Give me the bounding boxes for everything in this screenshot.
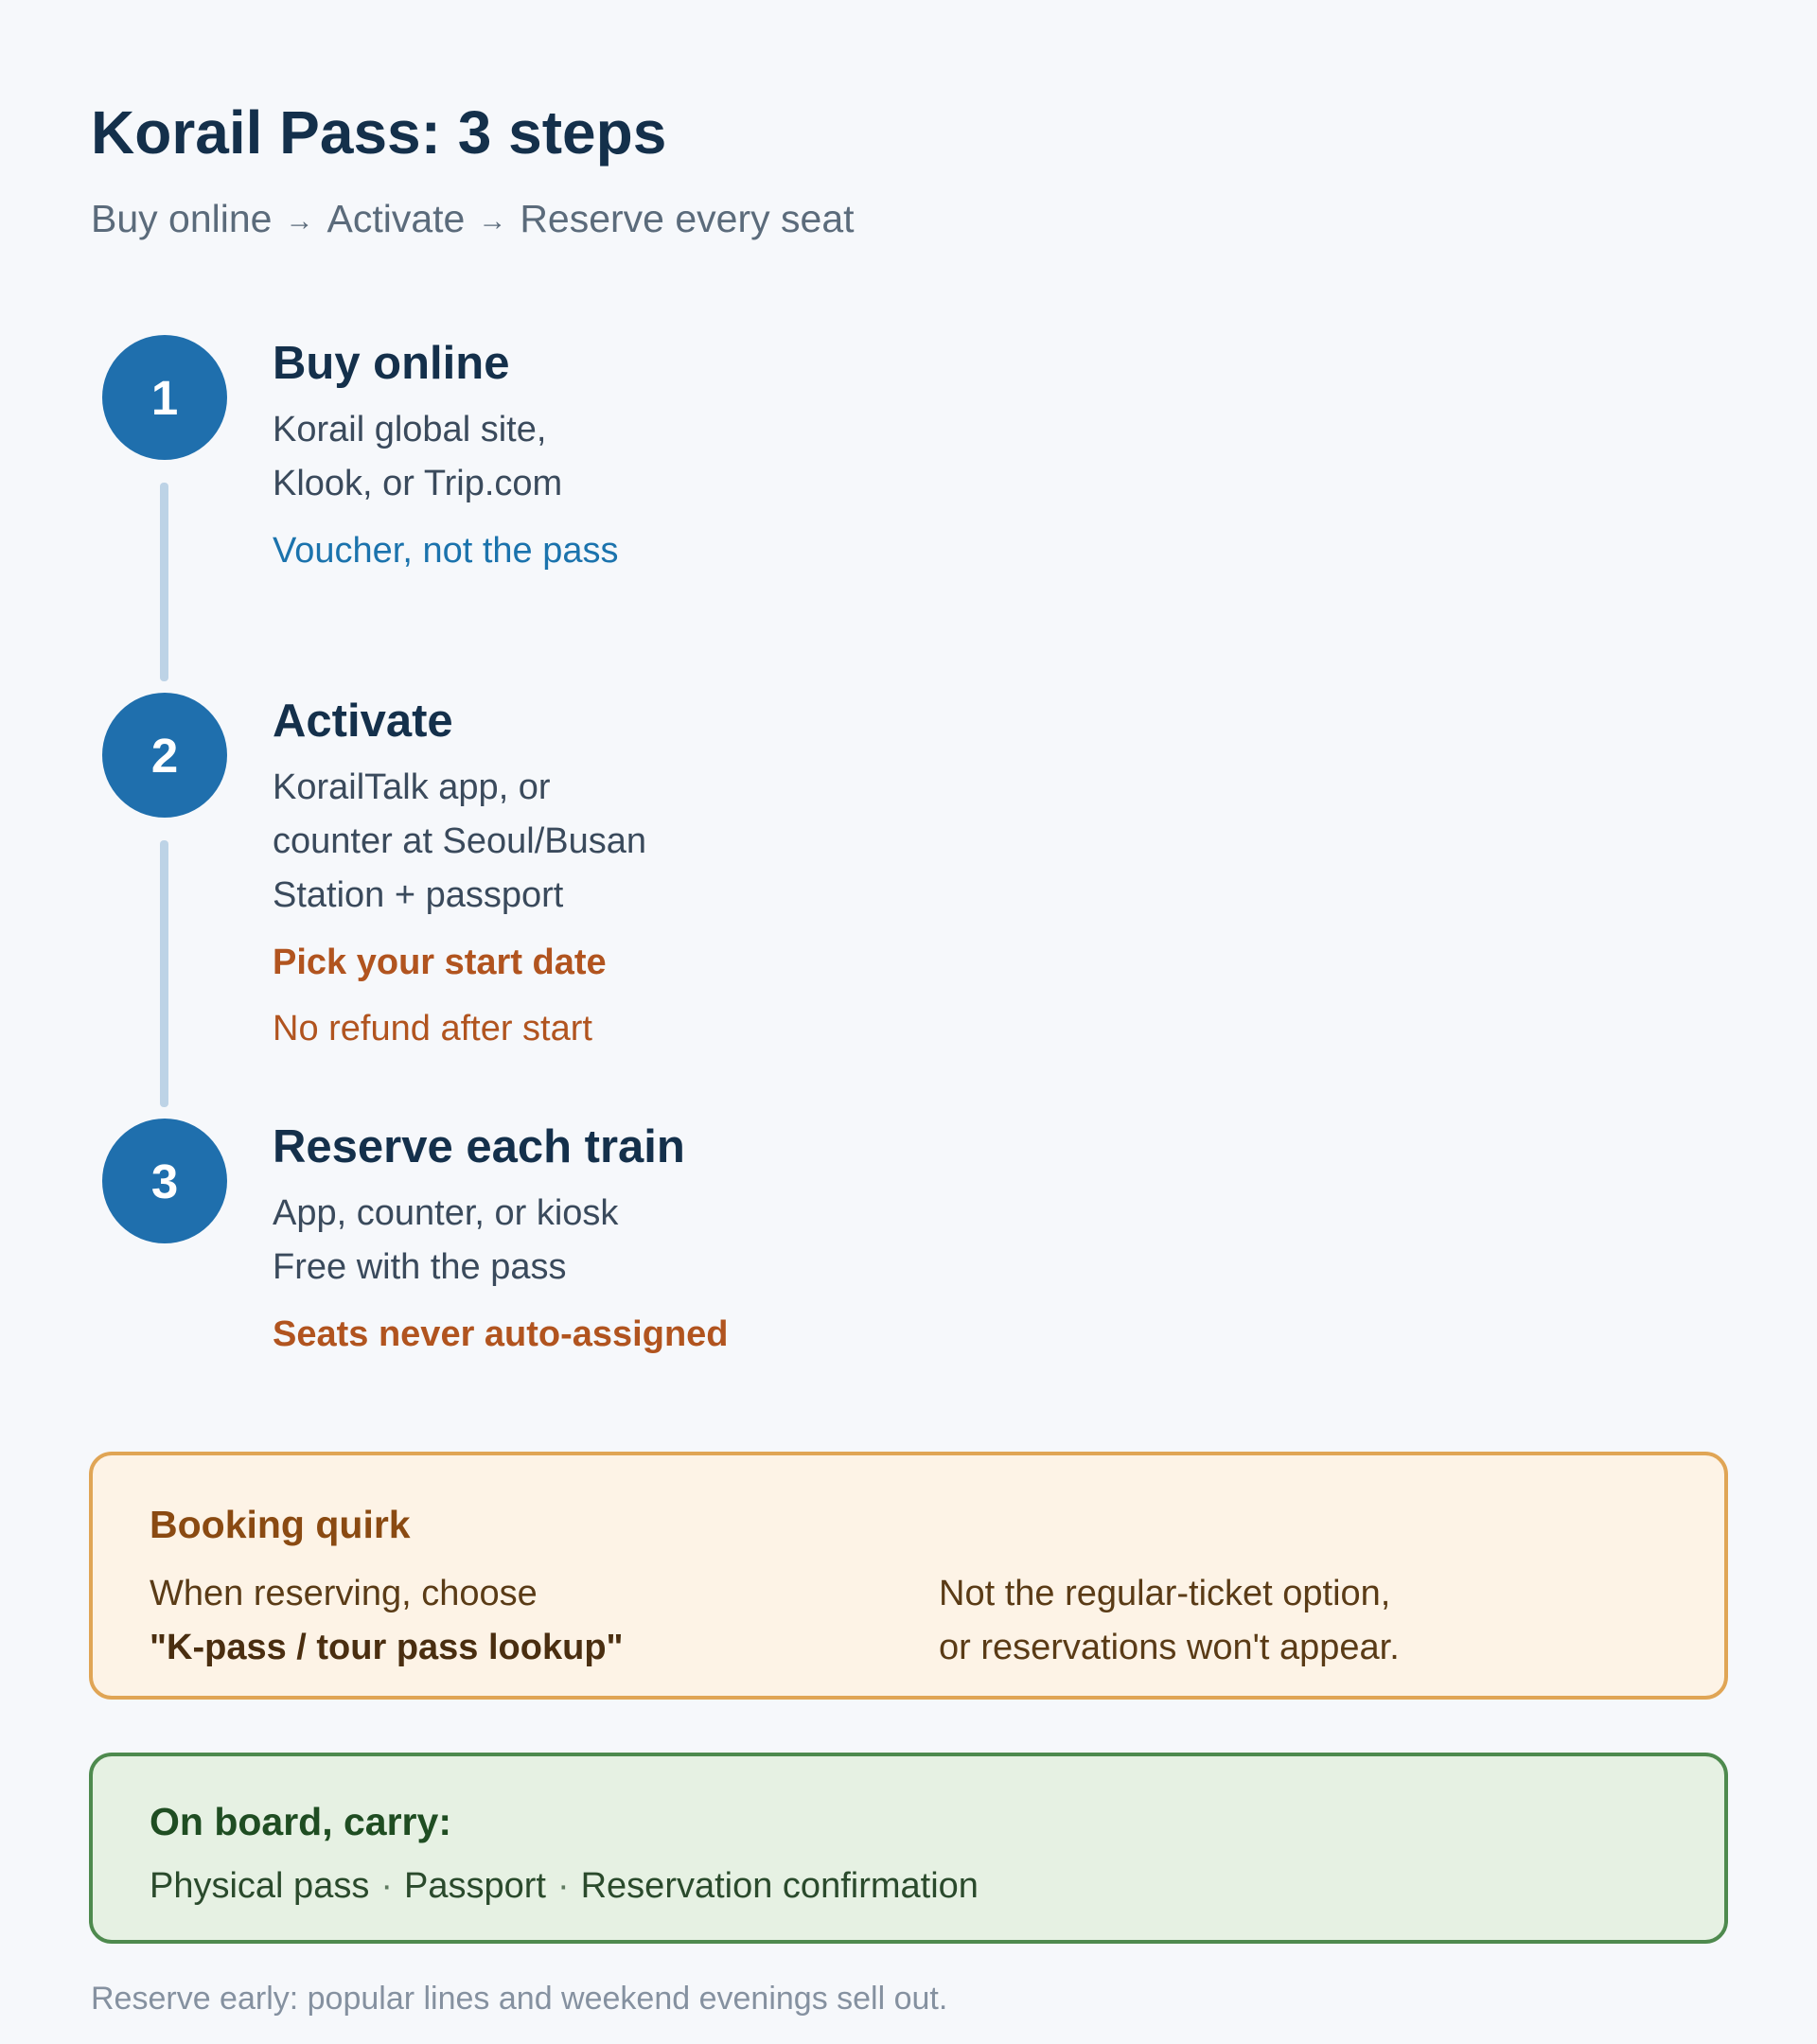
step-1-note: Voucher, not the pass: [273, 531, 619, 572]
step-1-desc: [273, 403, 1124, 511]
step-1: [273, 337, 1124, 573]
step-1-title: Buy online: [273, 338, 510, 389]
step-connector-2-3: [160, 840, 168, 1107]
on-board-item: Physical pass: [150, 1866, 370, 1906]
separator-dot: ·: [556, 1866, 570, 1906]
page-title: Korail Pass: 3 steps: [91, 98, 667, 167]
step-1-desc-line: Klook, or Trip.com: [273, 464, 563, 504]
step-3-desc-line: Free with the pass: [273, 1247, 567, 1288]
separator-dot: ·: [380, 1866, 393, 1906]
booking-quirk-warning-line: or reservations won't appear.: [939, 1628, 1400, 1667]
step-2-desc-line: counter at Seoul/Busan: [273, 821, 647, 862]
step-3-warning: Seats never auto-assigned: [273, 1314, 729, 1355]
step-3: [273, 1120, 1124, 1357]
booking-quirk-instruction: [150, 1567, 624, 1675]
step-2-desc-line: KorailTalk app, or: [273, 767, 551, 808]
step-3-desc: [273, 1187, 1124, 1295]
step-2-desc-line: Station + passport: [273, 875, 564, 916]
step-2-note: No refund after start: [273, 1008, 592, 1048]
on-board-items: [150, 1866, 979, 1907]
step-connector-1-2: [160, 483, 168, 681]
flow-step-2: Activate: [326, 197, 466, 240]
step-2: [273, 695, 1124, 1051]
step-3-desc-line: App, counter, or kiosk: [273, 1193, 619, 1234]
step-number-3: 3: [102, 1119, 227, 1243]
step-2-warning: Pick your start date: [273, 943, 607, 983]
step-2-desc: [273, 761, 1124, 923]
on-board-item: Passport: [403, 1866, 546, 1906]
booking-quirk-option: "K-pass / tour pass lookup": [150, 1628, 624, 1667]
step-2-title: Activate: [273, 696, 453, 747]
booking-quirk-title: Booking quirk: [150, 1503, 411, 1546]
on-board-item: Reservation confirmation: [580, 1866, 979, 1906]
booking-quirk-warning: [939, 1567, 1400, 1675]
arrow-right-icon: →: [285, 205, 314, 237]
flow-subtitle: [91, 197, 855, 241]
on-board-callout: [89, 1753, 1728, 1944]
booking-quirk-line: When reserving, choose: [150, 1574, 538, 1613]
step-3-title: Reserve each train: [273, 1121, 685, 1172]
on-board-title: On board, carry:: [150, 1800, 451, 1843]
booking-quirk-warning-line: Not the regular-ticket option,: [939, 1574, 1391, 1613]
footer-note: Reserve early: popular lines and weekend evenings sell out.: [91, 1981, 948, 2017]
step-number-2: 2: [102, 693, 227, 818]
booking-quirk-callout: [89, 1452, 1728, 1700]
step-1-desc-line: Korail global site,: [273, 410, 547, 450]
flow-step-1: Buy online: [91, 197, 273, 240]
arrow-right-icon: →: [478, 205, 507, 237]
step-number-1: 1: [102, 335, 227, 460]
flow-step-3: Reserve every seat: [520, 197, 855, 240]
